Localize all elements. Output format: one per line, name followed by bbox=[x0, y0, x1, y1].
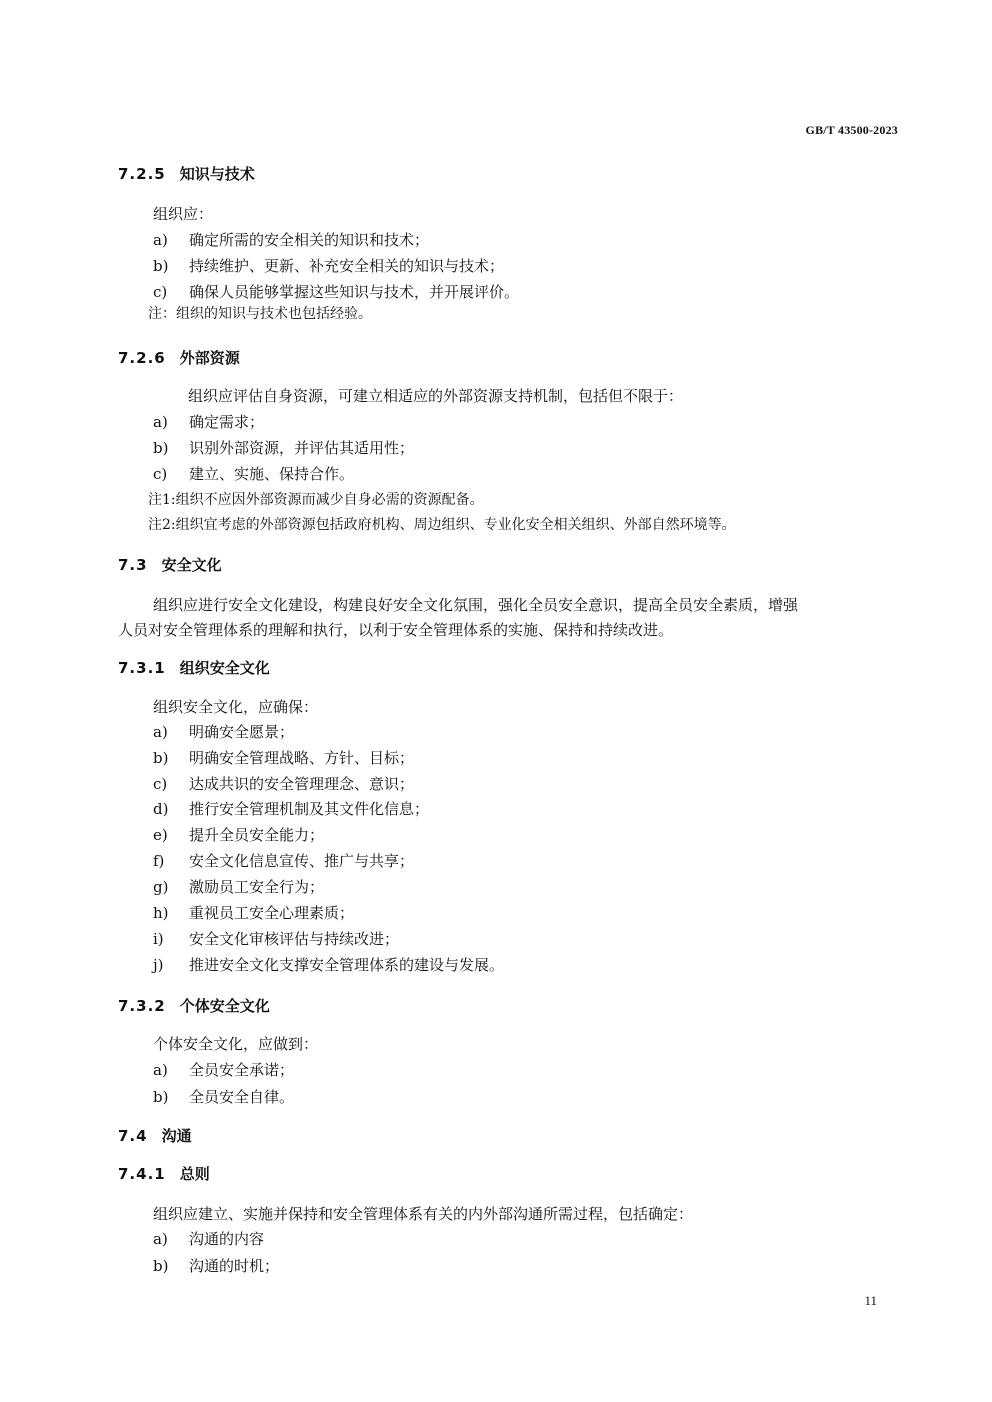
list-item-text: 确保人员能够掌握这些知识与技术，并开展评价。 bbox=[189, 283, 520, 301]
heading-title: 知识与技术 bbox=[179, 165, 255, 183]
list-item-label: a) bbox=[153, 723, 168, 741]
heading-title: 组织安全文化 bbox=[179, 659, 270, 677]
list-item-label: h) bbox=[153, 904, 169, 922]
list-item bbox=[153, 748, 414, 768]
list-item-text: 推行安全管理机制及其文件化信息； bbox=[189, 800, 430, 818]
paragraph-intro: 组织安全文化，应确保： bbox=[153, 698, 319, 716]
list-item bbox=[153, 825, 324, 845]
list-item-text: 推进安全文化支撑安全管理体系的建设与发展。 bbox=[189, 956, 505, 974]
list-item-text: 达成共识的安全管理理念、意识； bbox=[189, 775, 415, 793]
list-item-text: 明确安全管理战略、方针、目标； bbox=[189, 749, 415, 767]
list-item-text: 明确安全愿景； bbox=[189, 723, 295, 741]
list-item-label: g) bbox=[153, 878, 169, 896]
heading-number: 7.2.5 bbox=[118, 165, 166, 183]
list-item-text: 全员安全自律。 bbox=[189, 1088, 295, 1106]
list-item-label: a) bbox=[153, 1230, 168, 1248]
list-item-label: a) bbox=[153, 231, 168, 249]
standard-code: GB/T 43500-2023 bbox=[805, 123, 898, 137]
heading-number: 7.4 bbox=[118, 1127, 148, 1145]
list-item-label: c) bbox=[153, 283, 168, 301]
heading-title: 安全文化 bbox=[161, 556, 222, 574]
list-item-text: 提升全员安全能力； bbox=[189, 826, 325, 844]
heading-7-4 bbox=[118, 1126, 192, 1146]
list-item-text: 安全文化审核评估与持续改进； bbox=[189, 930, 400, 948]
heading-number: 7.3.2 bbox=[118, 997, 166, 1015]
list-item bbox=[153, 230, 429, 250]
list-item bbox=[153, 1256, 279, 1276]
heading-7-3 bbox=[118, 555, 222, 575]
heading-title: 外部资源 bbox=[179, 349, 240, 367]
list-item-text: 全员安全承诺； bbox=[189, 1061, 295, 1079]
list-item-label: b) bbox=[153, 1088, 169, 1106]
list-item-label: c) bbox=[153, 465, 168, 483]
list-item-label: j) bbox=[153, 956, 164, 974]
list-item bbox=[153, 1060, 294, 1080]
list-item bbox=[153, 722, 294, 742]
heading-7-3-1 bbox=[118, 658, 270, 678]
paragraph-line: 人员对安全管理体系的理解和执行，以利于安全管理体系的实施、保持和持续改进。 bbox=[118, 621, 674, 639]
heading-number: 7.4.1 bbox=[118, 1165, 166, 1183]
note: 注1:组织不应因外部资源而减少自身必需的资源配备。 bbox=[148, 492, 484, 508]
list-item-text: 持续维护、更新、补充安全相关的知识与技术； bbox=[189, 257, 505, 275]
list-item-label: b) bbox=[153, 749, 169, 767]
list-item bbox=[153, 438, 414, 458]
list-item-label: b) bbox=[153, 1257, 169, 1275]
list-item bbox=[153, 774, 414, 794]
list-item bbox=[153, 851, 414, 871]
heading-title: 个体安全文化 bbox=[179, 997, 270, 1015]
list-item bbox=[153, 877, 324, 897]
paragraph-intro: 组织应评估自身资源，可建立相适应的外部资源支持机制，包括但不限于： bbox=[188, 387, 684, 405]
heading-title: 沟通 bbox=[161, 1127, 192, 1145]
list-item bbox=[153, 282, 519, 302]
heading-number: 7.3.1 bbox=[118, 659, 166, 677]
list-item-label: b) bbox=[153, 257, 169, 275]
heading-number: 7.2.6 bbox=[118, 349, 166, 367]
list-item-text: 识别外部资源，并评估其适用性； bbox=[189, 439, 415, 457]
list-item bbox=[153, 955, 504, 975]
list-item bbox=[153, 412, 264, 432]
list-item bbox=[153, 256, 504, 276]
heading-7-3-2 bbox=[118, 996, 270, 1016]
heading-7-4-1 bbox=[118, 1164, 210, 1184]
note: 注：组织的知识与技术也包括经验。 bbox=[148, 306, 372, 322]
list-item-label: f) bbox=[153, 852, 165, 870]
list-item-text: 重视员工安全心理素质； bbox=[189, 904, 355, 922]
heading-number: 7.3 bbox=[118, 556, 148, 574]
list-item-label: b) bbox=[153, 439, 169, 457]
paragraph-line: 组织应进行安全文化建设，构建良好安全文化氛围，强化全员安全意识，提高全员安全素质，增强 bbox=[153, 596, 799, 614]
list-item-text: 激励员工安全行为； bbox=[189, 878, 325, 896]
list-item bbox=[153, 929, 399, 949]
list-item bbox=[153, 903, 354, 923]
list-item bbox=[153, 1087, 294, 1107]
heading-title: 总则 bbox=[179, 1165, 210, 1183]
list-item-text: 建立、实施、保持合作。 bbox=[189, 465, 355, 483]
paragraph-intro: 组织应： bbox=[153, 205, 214, 223]
list-item-text: 确定需求； bbox=[189, 413, 265, 431]
list-item bbox=[153, 799, 429, 819]
list-item bbox=[153, 1229, 264, 1249]
list-item-label: c) bbox=[153, 775, 168, 793]
list-item-text: 沟通的内容 bbox=[189, 1230, 265, 1248]
list-item-label: i) bbox=[153, 930, 164, 948]
list-item-text: 沟通的时机； bbox=[189, 1257, 280, 1275]
list-item-label: a) bbox=[153, 1061, 168, 1079]
list-item-label: e) bbox=[153, 826, 168, 844]
note: 注2:组织宜考虑的外部资源包括政府机构、周边组织、专业化安全相关组织、外部自然环境等。 bbox=[148, 517, 736, 533]
paragraph-intro: 个体安全文化，应做到： bbox=[153, 1035, 319, 1053]
heading-7-2-5 bbox=[118, 164, 255, 184]
paragraph-intro: 组织应建立、实施并保持和安全管理体系有关的内外部沟通所需过程，包括确定： bbox=[153, 1205, 694, 1223]
page-number: 11 bbox=[864, 1293, 877, 1308]
list-item-label: d) bbox=[153, 800, 169, 818]
list-item-text: 安全文化信息宣传、推广与共享； bbox=[189, 852, 415, 870]
list-item-label: a) bbox=[153, 413, 168, 431]
list-item bbox=[153, 464, 354, 484]
list-item-text: 确定所需的安全相关的知识和技术； bbox=[189, 231, 430, 249]
heading-7-2-6 bbox=[118, 348, 240, 368]
